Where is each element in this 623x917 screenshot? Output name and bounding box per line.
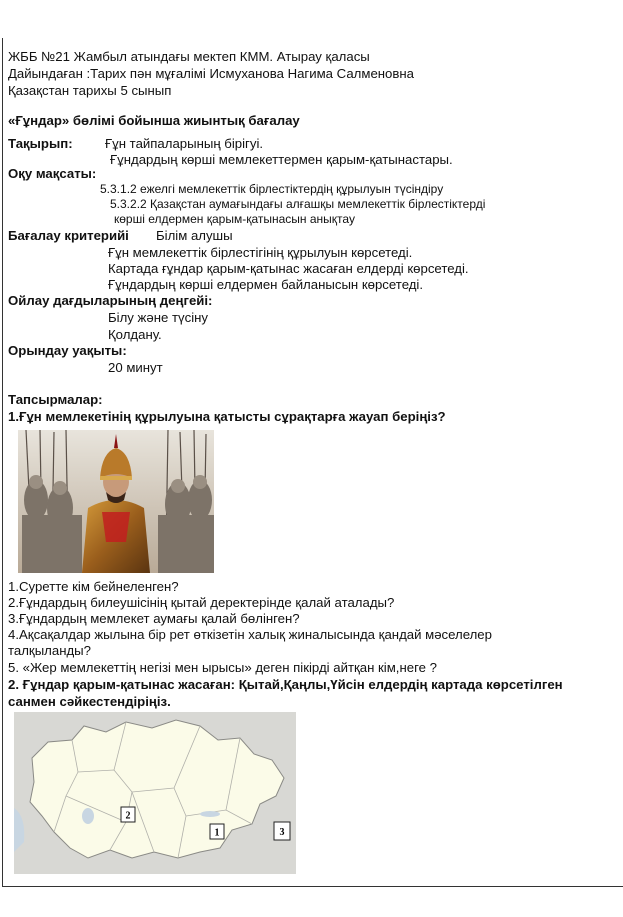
criteria-line-2: Картада ғұндар қарым-қатынас жасаған елдерді көрсетеді.: [108, 261, 469, 276]
kazakhstan-map: [14, 712, 296, 874]
objectives-label: Оқу мақсаты:: [8, 166, 97, 181]
criteria-learner: Білім алушы: [156, 228, 233, 243]
question-4: 4.Ақсақалдар жылына бір рет өткізетін халық жиналысында қандай мәселелер: [8, 627, 492, 642]
map-label-1: 1: [214, 827, 220, 839]
task-2-line-2: санмен сәйкестендіріңіз.: [8, 694, 171, 709]
question-3: 3.Ғұндардың мемлекет аумағы қалай бөлінген?: [8, 611, 300, 626]
criteria-line-3: Ғұндардың көрші елдермен байланысын көрсетеді.: [108, 277, 424, 292]
objective-line-1: 5.3.1.2 ежелгі мемлекеттік бірлестіктердің құрылуын түсіндіру: [100, 182, 444, 196]
hun-ruler-photo: [18, 430, 214, 573]
topic-line-2: Ғұндардың көрші мемлекеттермен қарым-қатынастары.: [110, 152, 453, 167]
header-author: Дайындаған :Тарих пән мұғалімі Исмуханова Нагима Салменовна: [8, 66, 415, 81]
time-label: Орындау уақыты:: [8, 343, 127, 358]
criteria-line-1: Ғұн мемлекеттік бірлестігінің құрылуын көрсетеді.: [108, 245, 413, 260]
page-bottom-border: [2, 886, 623, 887]
page-left-border: [2, 38, 3, 886]
thinking-line-2: Қолдану.: [108, 327, 162, 342]
question-5: 5. «Жер мемлекеттің негізі мен ырысы» деген пікірді айтқан кім,неге ?: [8, 660, 437, 675]
objective-line-3: көрші елдермен қарым-қатынасын анықтау: [114, 212, 355, 226]
task-2-line-1: 2. Ғұндар қарым-қатынас жасаған: Қытай,Қаңлы,Үйсін елдердің картада көрсетілген: [8, 677, 563, 692]
time-value: 20 минут: [108, 360, 163, 375]
map-label-2: 2: [125, 810, 131, 822]
criteria-label: Бағалау критерийі: [8, 228, 129, 243]
question-4-cont: талқыланды?: [8, 643, 91, 658]
map-label-3: 3: [279, 827, 285, 838]
assessment-title: «Ғұндар» бөлімі бойынша жиынтық бағалау: [8, 113, 300, 128]
tasks-label: Тапсырмалар:: [8, 392, 103, 407]
thinking-line-1: Білу және түсіну: [108, 310, 209, 325]
question-2: 2.Ғұндардың билеушісінің қытай деректерінде қалай аталады?: [8, 595, 395, 610]
topic-line-1: Ғұн тайпаларының бірігуі.: [105, 136, 264, 151]
topic-label: Тақырып:: [8, 136, 73, 151]
task-1-title: 1.Ғұн мемлекетінің құрылуына қатысты сұрақтарға жауап беріңіз?: [8, 409, 446, 424]
objective-line-2: 5.3.2.2 Қазақстан аумағындағы алғашқы мемлекеттік бірлестіктерді: [110, 197, 486, 211]
header-subject: Қазақстан тарихы 5 сынып: [8, 83, 172, 98]
question-1: 1.Суретте кім бейнеленген?: [8, 579, 179, 594]
thinking-label: Ойлау дағдыларының деңгейі:: [8, 293, 213, 308]
header-school: ЖББ №21 Жамбыл атындағы мектеп КММ. Атырау қаласы: [8, 49, 370, 64]
